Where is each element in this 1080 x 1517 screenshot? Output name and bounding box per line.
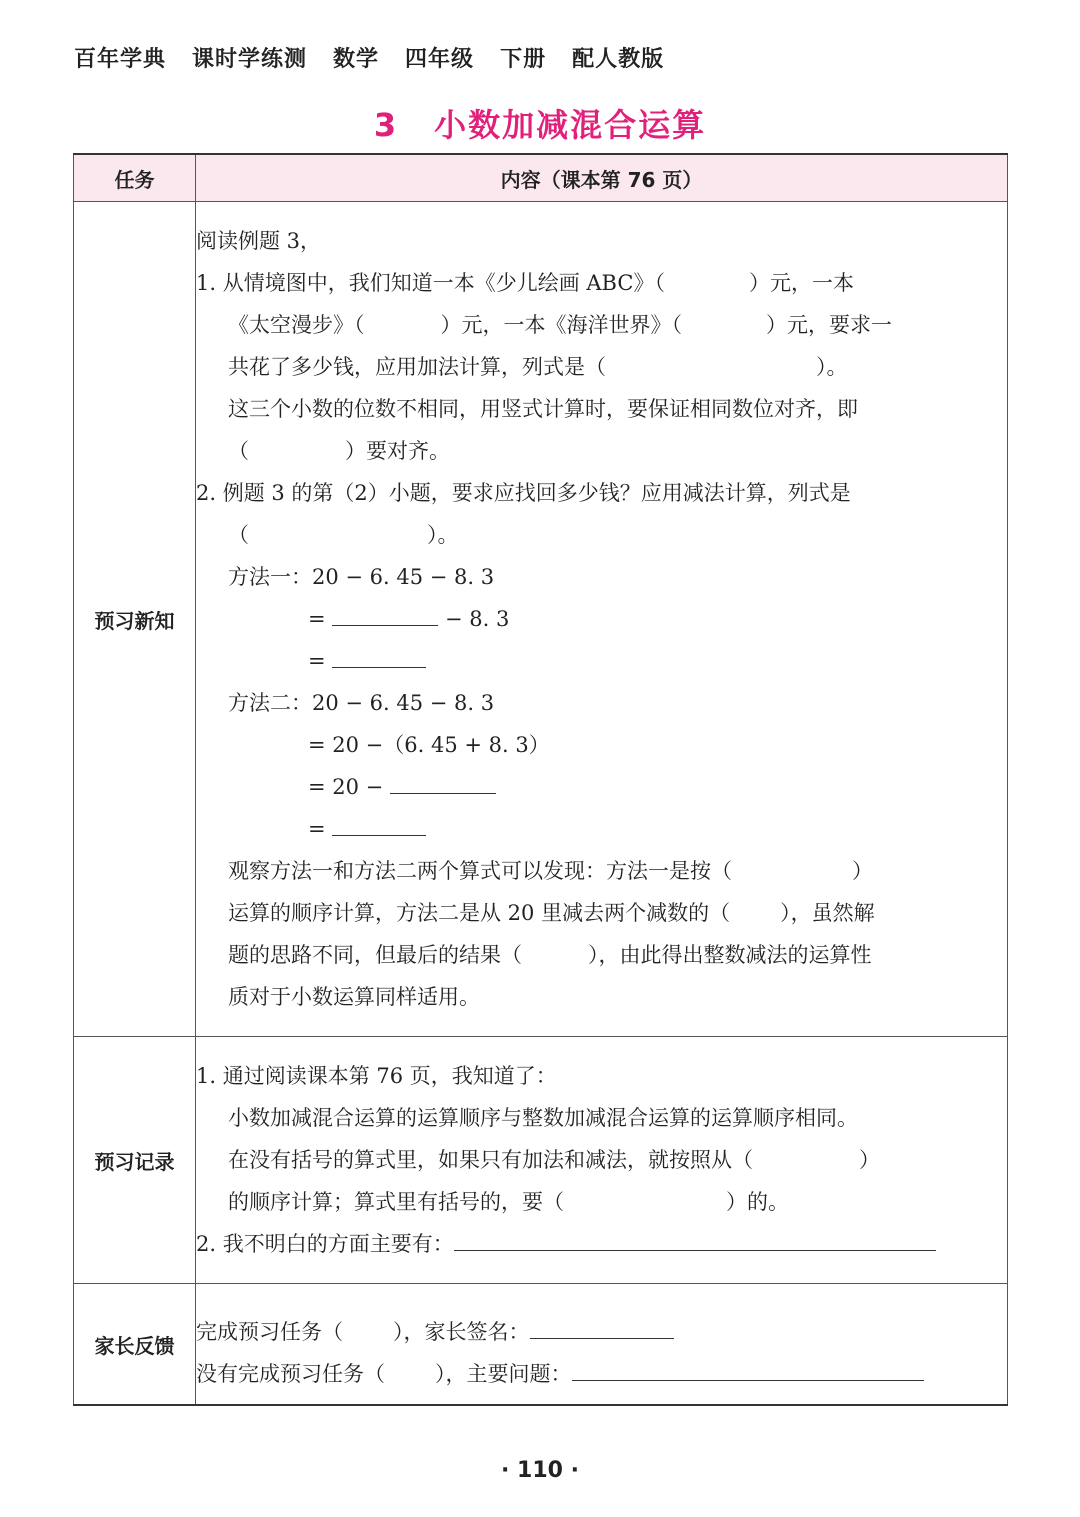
feedback-line-2: 没有完成预习任务（ ），主要问题： <box>196 1353 1007 1395</box>
header-item: 配人教版 <box>572 47 665 72</box>
record-content <box>196 1037 1008 1284</box>
observation-line-4: 质对于小数运算同样适用。 <box>228 985 480 1009</box>
content-column-header: 内容（课本第 76 页） <box>196 154 1008 202</box>
preview-row <box>74 202 1008 1037</box>
book-header <box>74 42 690 73</box>
record-label: 预习记录 <box>74 1037 196 1284</box>
feedback-content <box>196 1284 1008 1406</box>
answer-blank[interactable] <box>454 1230 936 1251</box>
record-row <box>74 1037 1008 1284</box>
record-line-1: 1. 通过阅读课本第 76 页，我知道了： <box>196 1064 557 1088</box>
header-item: 百年学典 <box>74 47 167 72</box>
answer-blank[interactable] <box>332 605 438 626</box>
task-column-header: 任务 <box>74 154 196 202</box>
question-1-line-2: 《太空漫步》（ ）元，一本《海洋世界》（ ）元，要求一 <box>228 313 892 337</box>
header-item: 数学 <box>333 47 380 72</box>
feedback-label: 家长反馈 <box>74 1284 196 1406</box>
intro-line: 阅读例题 3， <box>196 229 322 253</box>
lesson-number: 3 <box>373 106 399 144</box>
feedback-line-1: 完成预习任务（ ），家长签名： <box>196 1311 1007 1353</box>
question-1-line-1: 1. 从情境图中，我们知道一本《少儿绘画 ABC》（ ）元，一本 <box>196 271 854 295</box>
feedback-row <box>74 1284 1008 1406</box>
answer-blank[interactable] <box>390 773 496 794</box>
question-2-line-1: 2. 例题 3 的第（2）小题，要求应找回多少钱？应用减法计算，列式是 <box>196 481 851 505</box>
preview-label: 预习新知 <box>74 202 196 1037</box>
header-item: 四年级 <box>405 47 475 72</box>
signature-line[interactable] <box>530 1318 674 1339</box>
page-number: · 110 · <box>501 1458 579 1483</box>
method-2-line-2: = 20 −（6. 45 + 8. 3） <box>308 733 550 757</box>
observation-line-2: 运算的顺序计算，方法二是从 20 里减去两个减数的（ ），虽然解 <box>228 901 875 925</box>
method-1-line-1: 方法一：20 − 6. 45 − 8. 3 <box>228 565 495 589</box>
record-line-5: 2. 我不明白的方面主要有： <box>196 1223 1007 1265</box>
lesson-title <box>0 100 1080 146</box>
question-1-line-4: 这三个小数的位数不相同，用竖式计算时，要保证相同数位对齐，即 <box>228 397 858 421</box>
record-line-3: 在没有括号的算式里，如果只有加法和减法，就按照从（ ） <box>228 1148 880 1172</box>
observation-line-3: 题的思路不同，但最后的结果（ ），由此得出整数减法的运算性 <box>228 943 872 967</box>
record-line-4: 的顺序计算；算式里有括号的，要（ ）的。 <box>228 1190 789 1214</box>
table-header-row <box>74 154 1008 202</box>
observation-line-1: 观察方法一和方法二两个算式可以发现：方法一是按（ ） <box>228 859 873 883</box>
question-2-line-2: （ ）。 <box>228 523 459 547</box>
method-2-line-3: = 20 − <box>196 766 1007 808</box>
preview-table <box>73 153 1008 1406</box>
method-2-line-4: = <box>196 808 1007 850</box>
answer-blank[interactable] <box>332 647 426 668</box>
header-item: 课时学练测 <box>192 47 308 72</box>
lesson-title-text: 小数加减混合运算 <box>434 106 707 144</box>
method-1-line-3: = <box>196 640 1007 682</box>
header-item: 下册 <box>500 47 547 72</box>
preview-content <box>196 202 1008 1037</box>
method-2-line-1: 方法二：20 − 6. 45 − 8. 3 <box>228 691 495 715</box>
question-1-line-5: （ ）要对齐。 <box>228 439 450 463</box>
answer-blank[interactable] <box>332 815 426 836</box>
question-1-line-3: 共花了多少钱，应用加法计算，列式是（ ）。 <box>228 355 848 379</box>
method-1-line-2: = − 8. 3 <box>308 607 510 631</box>
record-line-2: 小数加减混合运算的运算顺序与整数加减混合运算的运算顺序相同。 <box>228 1106 858 1130</box>
problem-line[interactable] <box>572 1360 924 1381</box>
